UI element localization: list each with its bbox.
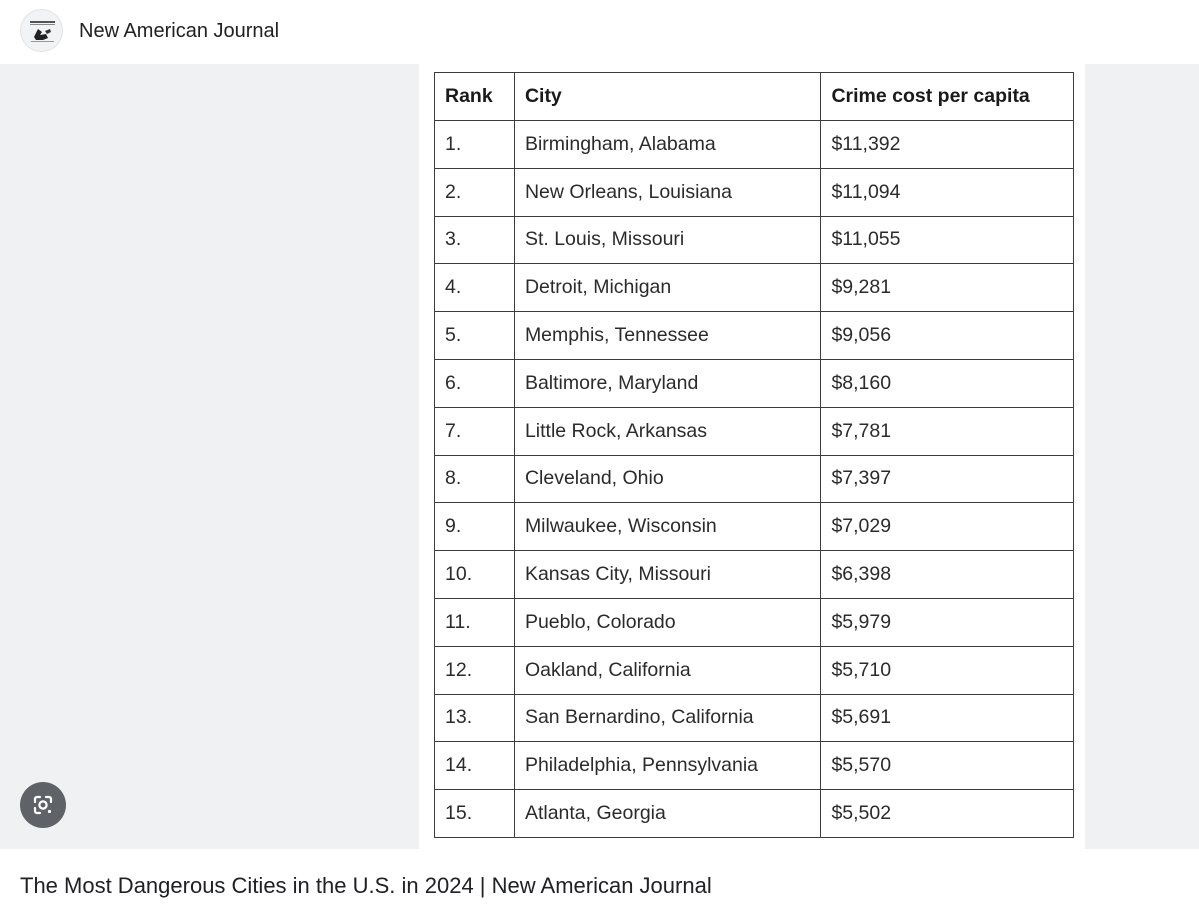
city-cell: Milwaukee, Wisconsin [514,503,821,551]
header-crime-cost: Crime cost per capita [821,73,1074,121]
city-cell: Birmingham, Alabama [514,121,821,169]
table-header-row [435,73,1074,121]
rank-cell: 7. [435,407,515,455]
rank-cell: 11. [435,598,515,646]
result-header [0,0,1199,62]
city-cell: Baltimore, Maryland [514,359,821,407]
cost-cell: $5,502 [821,790,1074,838]
table-row [435,742,1074,790]
lens-search-icon [31,793,55,817]
table-row [435,790,1074,838]
cost-cell: $11,094 [821,168,1074,216]
rank-cell: 6. [435,359,515,407]
cost-cell: $5,710 [821,646,1074,694]
rank-cell: 13. [435,694,515,742]
table-row [435,598,1074,646]
cost-cell: $5,979 [821,598,1074,646]
table-row [435,216,1074,264]
cost-cell: $5,570 [821,742,1074,790]
city-cell: Kansas City, Missouri [514,551,821,599]
rank-cell: 14. [435,742,515,790]
table-row [435,551,1074,599]
rank-cell: 2. [435,168,515,216]
rank-cell: 12. [435,646,515,694]
cost-cell: $11,392 [821,121,1074,169]
header-rank: Rank [435,73,515,121]
table-row [435,264,1074,312]
city-cell: St. Louis, Missouri [514,216,821,264]
rank-cell: 10. [435,551,515,599]
city-cell: Pueblo, Colorado [514,598,821,646]
table-row [435,168,1074,216]
rank-cell: 8. [435,455,515,503]
city-cell: Atlanta, Georgia [514,790,821,838]
city-cell: Little Rock, Arkansas [514,407,821,455]
newspaper-logo-icon [21,10,63,52]
city-cell: Detroit, Michigan [514,264,821,312]
rank-cell: 9. [435,503,515,551]
cost-cell: $9,281 [821,264,1074,312]
cost-cell: $9,056 [821,312,1074,360]
rank-cell: 15. [435,790,515,838]
cost-cell: $6,398 [821,551,1074,599]
table-row [435,455,1074,503]
rank-cell: 5. [435,312,515,360]
image-preview-panel [0,64,1199,849]
city-cell: Cleveland, Ohio [514,455,821,503]
cost-cell: $7,029 [821,503,1074,551]
table-row [435,312,1074,360]
city-cell: Memphis, Tennessee [514,312,821,360]
cost-cell: $11,055 [821,216,1074,264]
source-logo-icon[interactable] [20,9,63,52]
cost-cell: $8,160 [821,359,1074,407]
table-row [435,646,1074,694]
source-name[interactable]: New American Journal [79,20,280,42]
city-cell: New Orleans, Louisiana [514,168,821,216]
result-title-link[interactable]: The Most Dangerous Cities in the U.S. in 2024 | New American Journal [20,873,712,898]
lens-search-button[interactable] [20,782,66,828]
table-row [435,121,1074,169]
rank-cell: 3. [435,216,515,264]
table-row [435,359,1074,407]
table-row [435,407,1074,455]
city-cell: San Bernardino, California [514,694,821,742]
table-row [435,694,1074,742]
crime-cost-table [434,72,1074,838]
rank-cell: 4. [435,264,515,312]
result-image[interactable] [419,64,1085,849]
city-cell: Oakland, California [514,646,821,694]
header-city: City [514,73,821,121]
table-row [435,503,1074,551]
rank-cell: 1. [435,121,515,169]
cost-cell: $5,691 [821,694,1074,742]
city-cell: Philadelphia, Pennsylvania [514,742,821,790]
cost-cell: $7,781 [821,407,1074,455]
cost-cell: $7,397 [821,455,1074,503]
